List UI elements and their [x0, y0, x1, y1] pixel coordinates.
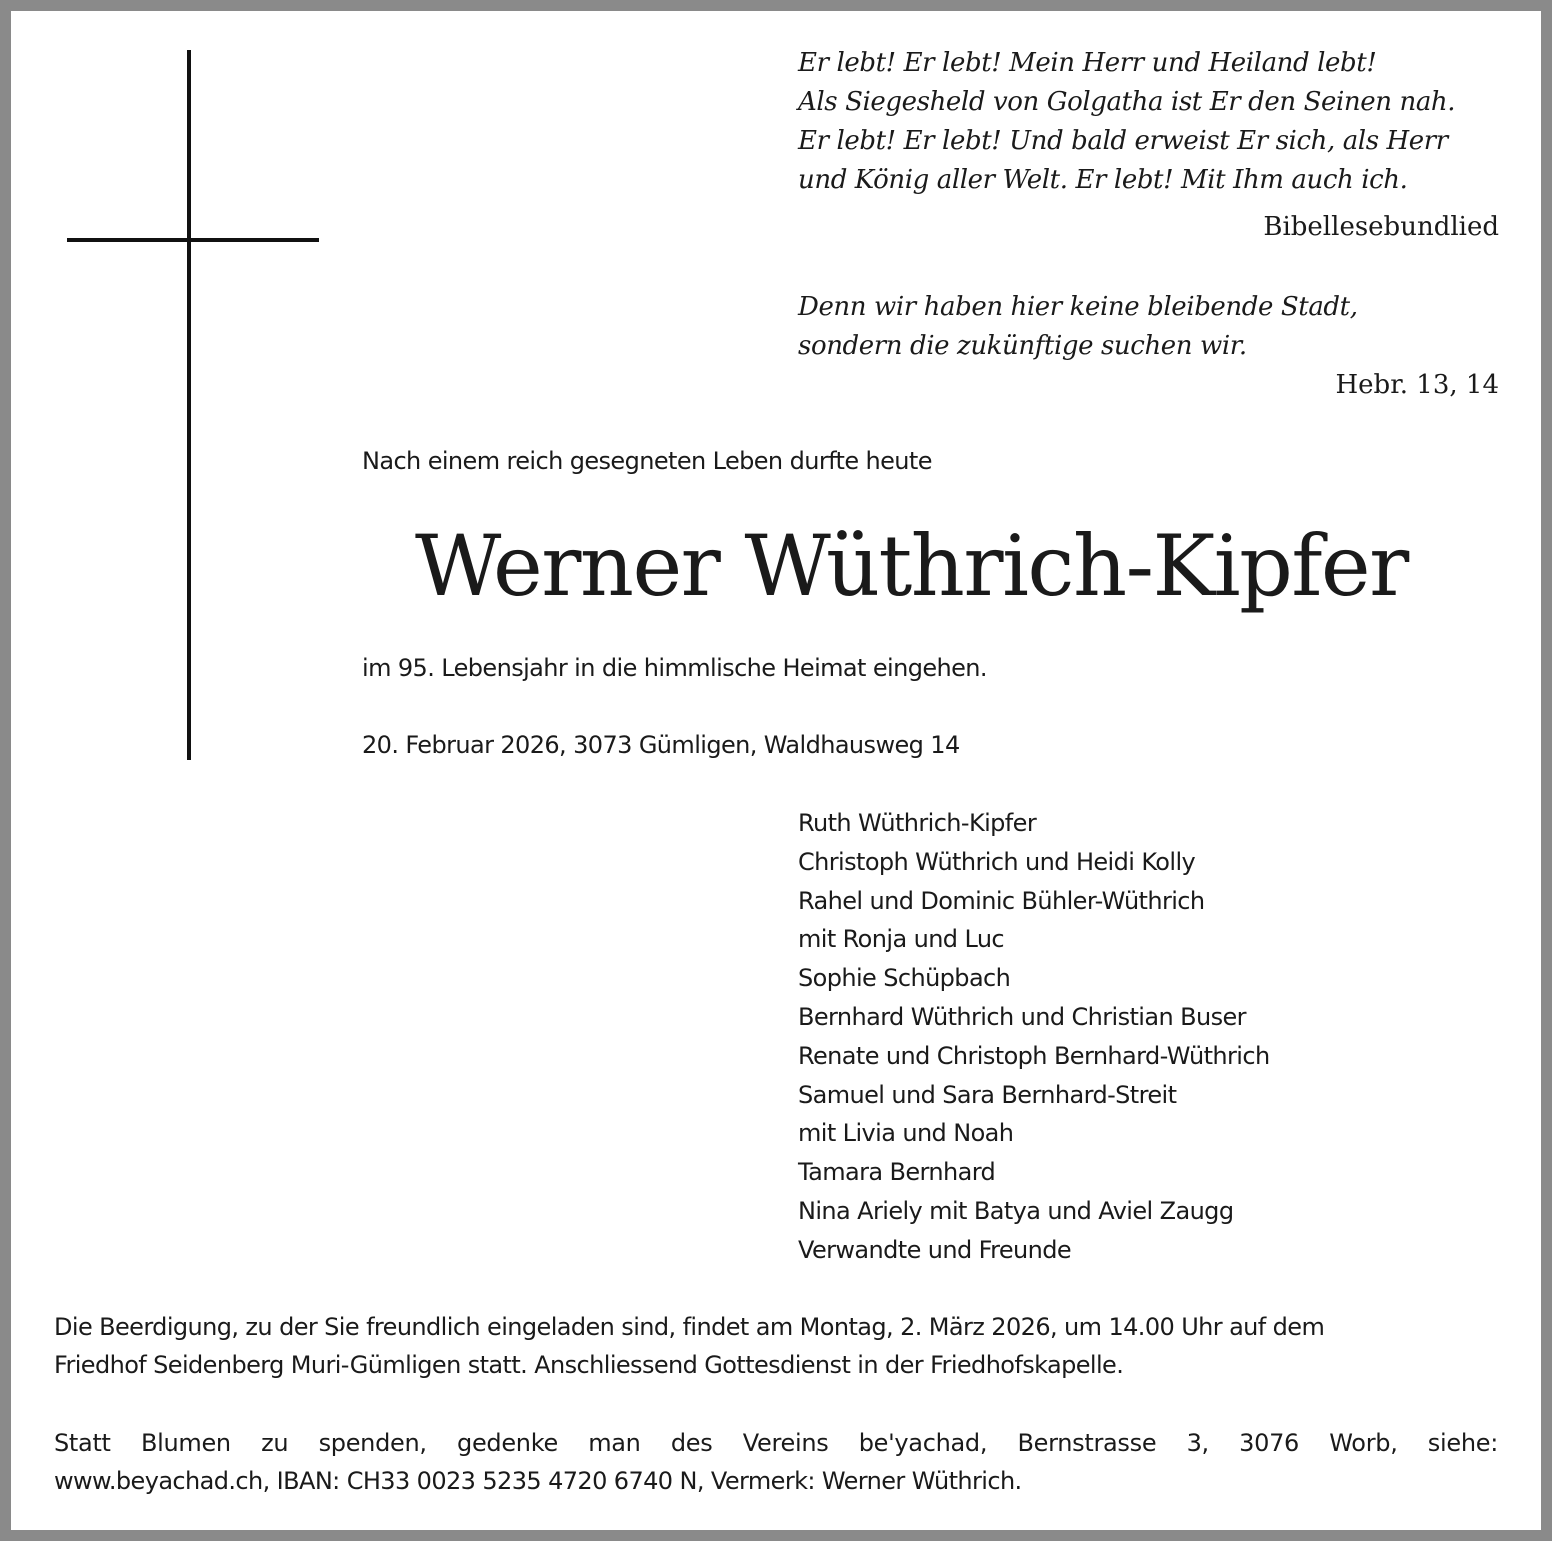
mourner-entry: mit Livia und Noah [798, 1119, 1014, 1148]
mourner-entry: Samuel und Sara Bernhard-Streit [798, 1080, 1177, 1109]
mourner-entry: Renate und Christoph Bernhard-Wüthrich [798, 1041, 1270, 1070]
obituary-notice [11, 11, 1541, 1530]
donation-note-line: Statt Blumen zu spenden, gedenke man des Vereins be'yachad, Bernstrasse 3, 3076 Worb, siehe: [54, 1429, 1498, 1457]
scripture-quote [798, 288, 1358, 366]
date-and-place: 20. Februar 2026, 3073 Gümligen, Waldhausweg 14 [362, 731, 960, 759]
mourner-entry: Sophie Schüpbach [798, 964, 1011, 993]
mourner-entry: Tamara Bernhard [798, 1158, 996, 1187]
hymn-verse-line: Als Siegesheld von Golgatha ist Er den Seinen nah. [798, 87, 1456, 117]
cross-icon [187, 50, 191, 760]
donation-note-line: www.beyachad.ch, IBAN: CH33 0023 5235 4720 6740 N, Vermerk: Werner Wüthrich. [54, 1467, 1022, 1495]
funeral-details [54, 1308, 1498, 1384]
mourners-list [798, 804, 1270, 1270]
deceased-name: Werner Wüthrich-Kipfer [415, 517, 1408, 615]
funeral-details-line: Die Beerdigung, zu der Sie freundlich eingeladen sind, findet am Montag, 2. März 2026, um 14.00 Uhr auf dem [54, 1313, 1325, 1341]
mourner-entry: Rahel und Dominic Bühler-Wüthrich [798, 886, 1205, 915]
scripture-quote-line: Denn wir haben hier keine bleibende Stadt, [798, 292, 1358, 322]
mourner-entry: mit Ronja und Luc [798, 925, 1005, 954]
mourner-entry: Bernhard Wüthrich und Christian Buser [798, 1002, 1246, 1031]
mourner-entry: Ruth Wüthrich-Kipfer [798, 809, 1037, 837]
hymn-verse-line: Er lebt! Er lebt! Und bald erweist Er sich, als Herr [798, 126, 1448, 156]
mourner-entry: Christoph Wüthrich und Heidi Kolly [798, 847, 1196, 876]
mourner-entry: Verwandte und Freunde [798, 1235, 1072, 1264]
hymn-verse-line: und König aller Welt. Er lebt! Mit Ihm auch ich. [798, 165, 1408, 195]
announcement-age: im 95. Lebensjahr in die himmlische Heimat eingehen. [362, 654, 987, 682]
hymn-verse-line: Er lebt! Er lebt! Mein Herr und Heiland lebt! [798, 48, 1377, 78]
hymn-source: Bibellesebundlied [1263, 212, 1499, 242]
announcement-intro: Nach einem reich gesegneten Leben durfte heute [362, 447, 932, 475]
funeral-details-line: Friedhof Seidenberg Muri-Gümligen statt. Anschliessend Gottesdienst in der Friedhofskapelle. [54, 1351, 1124, 1379]
mourner-entry: Nina Ariely mit Batya und Aviel Zaugg [798, 1196, 1234, 1225]
donation-note [54, 1424, 1498, 1500]
hymn-verse [798, 44, 1455, 200]
scripture-reference: Hebr. 13, 14 [1335, 370, 1499, 400]
scripture-quote-line: sondern die zukünftige suchen wir. [798, 331, 1247, 361]
cross-icon-bar [67, 238, 319, 242]
